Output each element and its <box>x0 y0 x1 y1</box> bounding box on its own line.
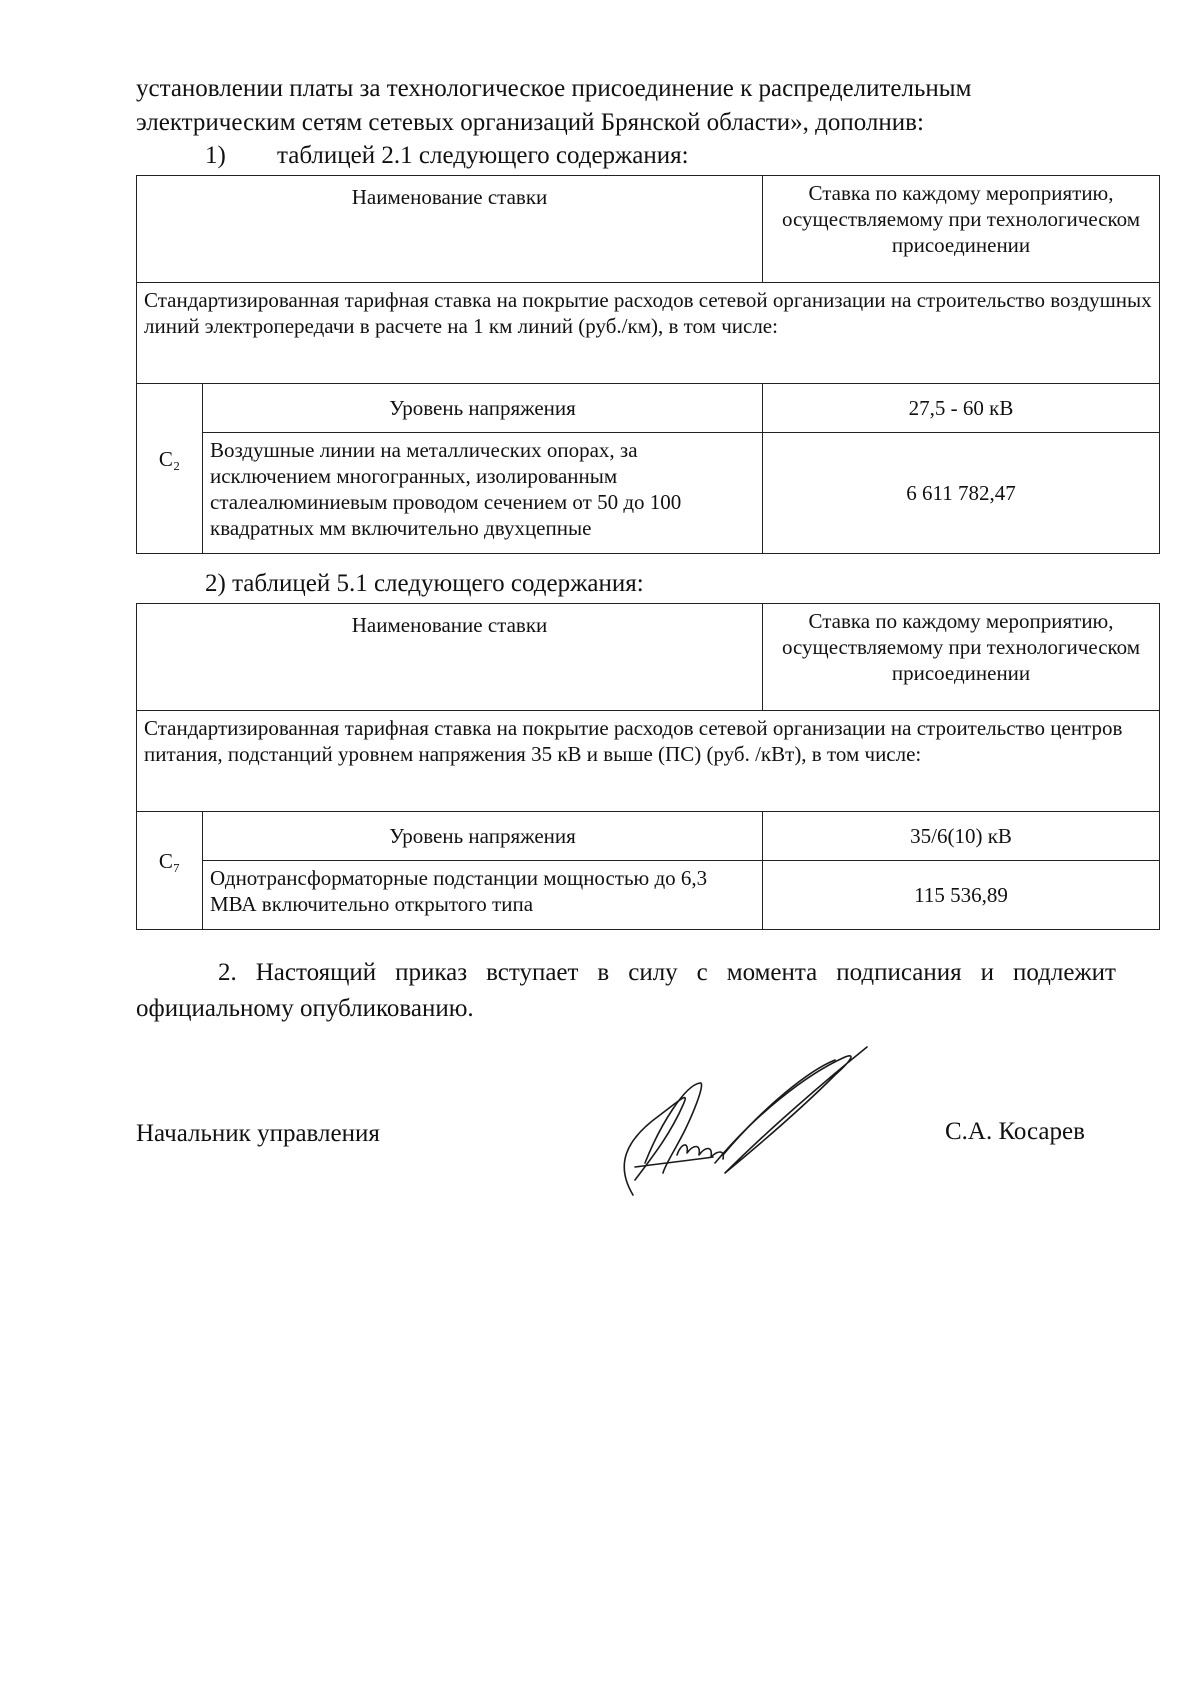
header-rate-value: Ставка по каждому мероприятию, осуществляемому при технологическом присоединении <box>763 176 1160 283</box>
table-row <box>137 283 1160 384</box>
rate-code <box>137 384 203 554</box>
list-item-2-text: таблицей 5.1 следующего содержания: <box>232 570 644 597</box>
object-description: Однотрансформаторные подстанции мощностью до 6,3 МВА включительно открытого типа <box>203 861 763 930</box>
header-rate-value: Ставка по каждому мероприятию, осуществляемому при технологическом присоединении <box>763 604 1160 711</box>
list-item-2-number: 2) <box>205 570 226 597</box>
voltage-value: 27,5 - 60 кВ <box>763 384 1160 433</box>
list-item-1-text: таблицей 2.1 следующего содержания: <box>277 142 689 169</box>
table-row <box>137 812 1160 861</box>
rate-description: Стандартизированная тарифная ставка на покрытие расходов сетевой организации на строительство воздушных линий электропередачи в расчете на 1 км линий (руб./км), в том числе: <box>137 283 1160 384</box>
voltage-label: Уровень напряжения <box>203 384 763 433</box>
intro-paragraph <box>136 72 1116 140</box>
intro-line-1: установлении платы за технологическое присоединение к распределительным <box>136 75 972 102</box>
header-rate-name: Наименование ставки <box>137 176 763 283</box>
rate-code-text: C₂ <box>158 446 181 471</box>
table-header-row <box>137 604 1160 711</box>
signatory-name: С.А. Косарев <box>945 1118 1085 1145</box>
header-rate-name: Наименование ставки <box>137 604 763 711</box>
handwritten-signature <box>605 1045 875 1200</box>
voltage-value: 35/6(10) кВ <box>763 812 1160 861</box>
signatory-role: Начальник управления <box>136 1120 380 1147</box>
voltage-label: Уровень напряжения <box>203 812 763 861</box>
list-item-1 <box>205 140 689 172</box>
object-description: Воздушные линии на металлических опорах, за исключением многогранных, изолированным сталеалюминиевым проводом сечением от 50 до 100 квадратных мм включительно двухцепные <box>203 433 763 554</box>
table-row <box>137 861 1160 930</box>
rate-table-5-1 <box>136 603 1160 930</box>
closing-paragraph: 2. Настоящий приказ вступает в силу с момента подписания и подлежит официальному опубликованию. <box>136 959 1116 1022</box>
table-header-row <box>137 176 1160 283</box>
rate-code-text: C₇ <box>158 848 181 873</box>
table-row <box>137 384 1160 433</box>
rate-code <box>137 812 203 930</box>
rate-value: 115 536,89 <box>763 861 1160 930</box>
table-row <box>137 433 1160 554</box>
rate-table-2-1 <box>136 175 1160 554</box>
rate-description: Стандартизированная тарифная ставка на покрытие расходов сетевой организации на строительство центров питания, подстанций уровнем напряжения 35 кВ и выше (ПС) (руб. /кВт), в том числе: <box>137 711 1160 812</box>
rate-value: 6 611 782,47 <box>763 433 1160 554</box>
list-item-1-number: 1) <box>205 142 226 169</box>
table-row <box>137 711 1160 812</box>
list-item-2 <box>205 568 644 600</box>
intro-line-2: электрическим сетям сетевых организаций Брянской области», дополнив: <box>136 109 924 136</box>
